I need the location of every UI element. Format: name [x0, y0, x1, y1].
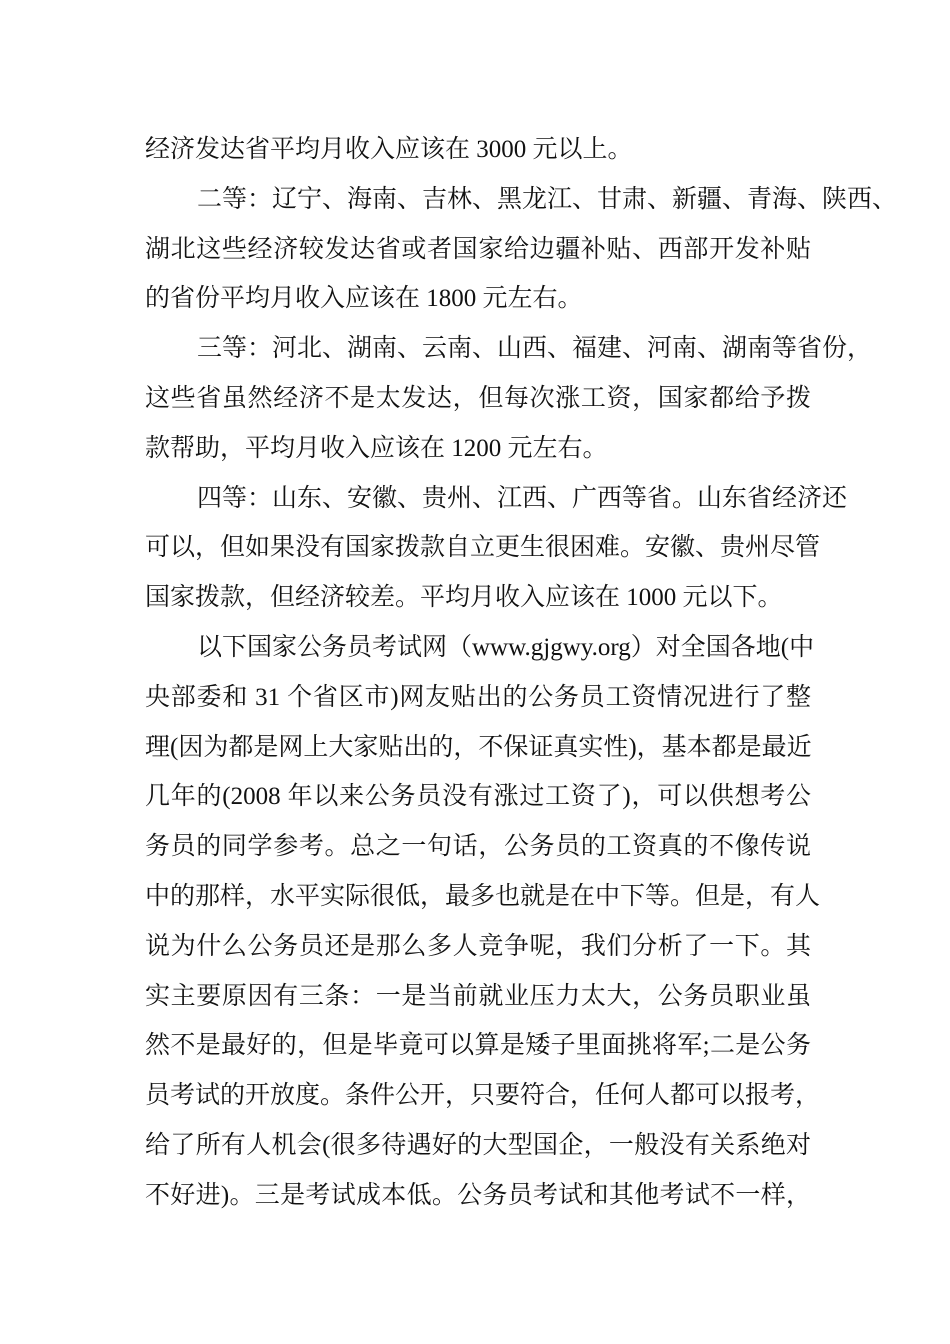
text-line: 然不是最好的，但是毕竟可以算是矮子里面挑将军;二是公务 — [145, 1032, 811, 1060]
text-line: 经济发达省平均月收入应该在 3000 元以上。 — [145, 136, 633, 163]
text-line: 务员的同学参考。总之一句话，公务员的工资真的不像传说 — [145, 833, 811, 861]
text-line: 实主要原因有三条：一是当前就业压力太大，公务员职业虽 — [145, 982, 811, 1010]
paragraph-tier-four — [145, 474, 848, 623]
text-line: 款帮助，平均月收入应该在 1200 元左右。 — [145, 434, 608, 462]
text-line: 不好进)。三是考试成本低。公务员考试和其他考试不一样， — [145, 1181, 811, 1209]
text-line: 以下国家公务员考试网（www.gjgwy.org）对全国各地(中 — [197, 633, 815, 661]
text-line: 可以，但如果没有国家拨款自立更生很困难。安徽、贵州尽管 — [145, 534, 821, 562]
text-line: 员考试的开放度。条件公开，只要符合，任何人都可以报考， — [145, 1082, 821, 1110]
text-line: 说为什么公务员还是那么多人竞争呢，我们分析了一下。其 — [145, 932, 811, 960]
text-line: 给了所有人机会(很多待遇好的大型国企，一般没有关系绝对 — [145, 1131, 811, 1159]
paragraph-continuation — [145, 125, 811, 175]
paragraph-tier-three — [145, 324, 873, 473]
text-line: 中的那样，水平实际很低，最多也就是在中下等。但是，有人 — [145, 882, 821, 910]
text-line: 几年的(2008 年以来公务员没有涨过工资了)，可以供想考公 — [145, 783, 811, 811]
text-line: 国家拨款，但经济较差。平均月收入应该在 1000 元以下。 — [145, 584, 783, 612]
text-line: 的省份平均月收入应该在 1800 元左右。 — [145, 285, 583, 313]
text-line: 这些省虽然经济不是太发达，但每次涨工资，国家都给予拨 — [145, 384, 811, 412]
paragraph-summary — [145, 623, 821, 1221]
text-line: 三等：河北、湖南、云南、山西、福建、河南、湖南等省份， — [197, 335, 873, 363]
document-body — [145, 125, 898, 1221]
text-line: 湖北这些经济较发达省或者国家给边疆补贴、西部开发补贴 — [145, 235, 811, 263]
text-line: 央部委和 31 个省区市)网友贴出的公务员工资情况进行了整 — [145, 683, 811, 711]
text-line: 四等：山东、安徽、贵州、江西、广西等省。山东省经济还 — [197, 484, 848, 512]
text-line: 理(因为都是网上大家贴出的，不保证真实性)，基本都是最近 — [145, 733, 812, 761]
paragraph-tier-two — [145, 175, 898, 324]
text-line: 二等：辽宁、海南、吉林、黑龙江、甘肃、新疆、青海、陕西、 — [197, 185, 898, 213]
